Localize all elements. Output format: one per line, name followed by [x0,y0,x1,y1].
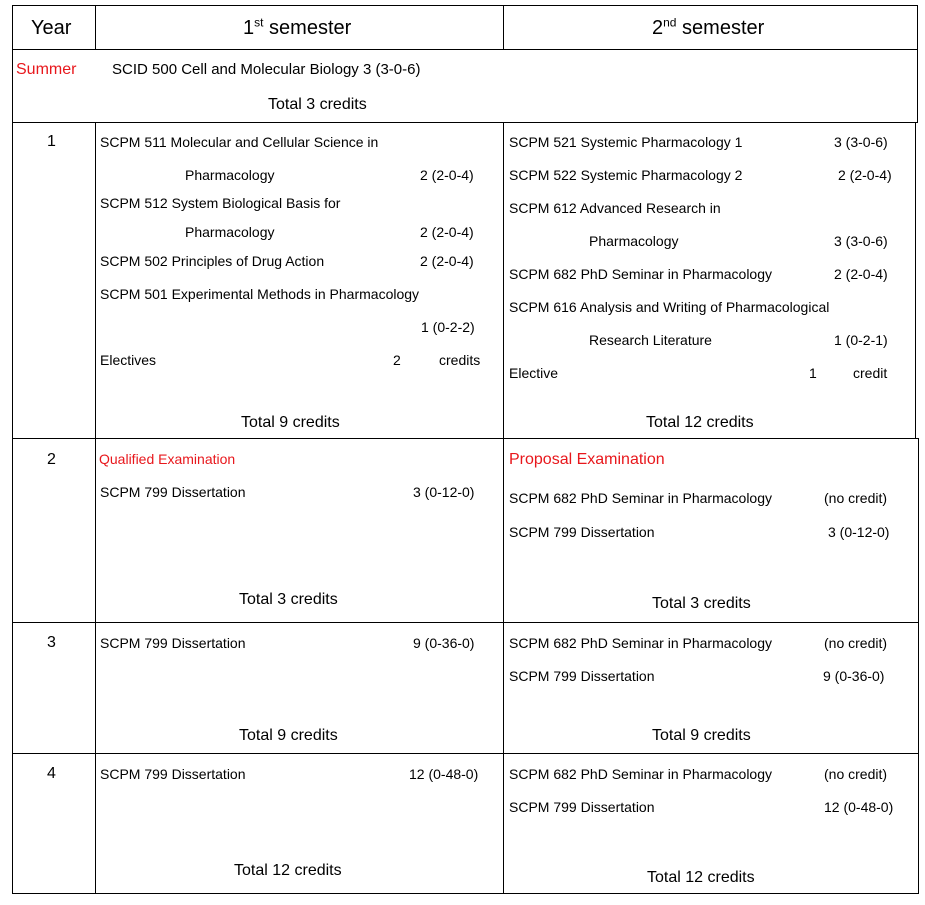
y2s1-total: Total 3 credits [239,591,338,608]
column-divider-sem-body [503,122,504,894]
header-semester-1 [243,16,351,40]
y3s2-total: Total 9 credits [652,727,751,744]
year3-label: 3 [47,634,56,651]
y1s1-course3: SCPM 502 Principles of Drug Action [100,253,325,269]
table-border-right-lower [918,438,919,894]
y1s1-course4-credit: 1 (0-2-2) [421,319,475,335]
y1s1-course2-line2: Pharmacology [185,224,275,240]
y4s1-course1-credit: 12 (0-48-0) [409,766,479,782]
year2-label: 2 [47,451,56,468]
year1-label: 1 [47,133,56,150]
table-border-bottom [12,893,919,894]
header-semester-2-word: semester [682,17,765,39]
y3s2-course2: SCPM 799 Dissertation [509,668,655,684]
y2s2-course1-credit: (no credit) [824,490,888,506]
y1s1-total: Total 9 credits [241,414,340,431]
y1s1-electives-number: 2 [393,352,401,368]
y1s2-course4: SCPM 682 PhD Seminar in Pharmacology [509,266,773,282]
y2s2-exam-label: Proposal Examination [509,451,665,468]
y1s2-course1-credit: 3 (3-0-6) [834,134,888,150]
y1s2-course4-credit: 2 (2-0-4) [834,266,888,282]
column-divider-year-body [95,122,96,894]
y1s1-course2-line1: SCPM 512 System Biological Basis for [100,195,341,211]
y1s1-course2-credit: 2 (2-0-4) [420,224,474,240]
y1s1-course4: SCPM 501 Experimental Methods in Pharmacology [100,286,420,302]
y1s2-course3-line2: Pharmacology [589,233,679,249]
y2s2-course2: SCPM 799 Dissertation [509,524,655,540]
summer-course: SCID 500 Cell and Molecular Biology 3 (3-0-6) [112,61,421,78]
y1s1-course1-line2: Pharmacology [185,167,275,183]
y2s1-exam-label: Qualified Examination [99,451,236,467]
y3s1-total: Total 9 credits [239,727,338,744]
y1s2-course5-line1: SCPM 616 Analysis and Writing of Pharmacological [509,299,830,315]
header-semester-1-number: 1 [243,17,255,39]
y2s2-course2-credit: 3 (0-12-0) [828,524,890,540]
y2s2-course1: SCPM 682 PhD Seminar in Pharmacology [509,490,773,506]
y4s2-course1: SCPM 682 PhD Seminar in Pharmacology [509,766,773,782]
header-semester-1-suffix: st [254,15,264,30]
y4s2-total: Total 12 credits [647,869,755,886]
header-semester-2-suffix: nd [663,15,677,30]
y1s2-course3-line1: SCPM 612 Advanced Research in [509,200,721,216]
header-semester-1-word: semester [269,17,352,39]
y4s2-course1-credit: (no credit) [824,766,888,782]
year4-label: 4 [47,765,56,782]
y1s2-elective-number: 1 [809,365,817,381]
y1s2-course2: SCPM 522 Systemic Pharmacology 2 [509,167,743,183]
divider-year1 [12,438,918,439]
y1s2-course1: SCPM 521 Systemic Pharmacology 1 [509,134,743,150]
y4s1-total: Total 12 credits [234,862,342,879]
column-divider-sem-header [503,5,504,50]
y2s2-total: Total 3 credits [652,595,751,612]
y3s2-course1-credit: (no credit) [824,635,888,651]
y1s1-electives-label: Electives [100,352,157,368]
y1s2-elective-label: Elective [509,365,559,381]
table-border-left [12,5,13,894]
summer-label: Summer [16,61,77,78]
divider-header [12,49,918,50]
header-year: Year [31,17,72,39]
y4s2-course2-credit: 12 (0-48-0) [824,799,894,815]
y3s1-course1-credit: 9 (0-36-0) [413,635,475,651]
y1s2-course3-credit: 3 (3-0-6) [834,233,888,249]
y4s2-course2: SCPM 799 Dissertation [509,799,655,815]
y1s2-total: Total 12 credits [646,414,754,431]
y2s1-course1: SCPM 799 Dissertation [100,484,246,500]
y1s2-course5-credit: 1 (0-2-1) [834,332,888,348]
table-border-top [12,5,918,6]
column-divider-year-header [95,5,96,50]
y2s1-course1-credit: 3 (0-12-0) [413,484,475,500]
y3s2-course2-credit: 9 (0-36-0) [823,668,885,684]
header-semester-2-number: 2 [652,17,664,39]
summer-total: Total 3 credits [268,96,367,113]
y1s2-course2-credit: 2 (2-0-4) [838,167,892,183]
y1s1-course3-credit: 2 (2-0-4) [420,253,474,269]
y1s1-course1-credit: 2 (2-0-4) [420,167,474,183]
table-border-right-upper [917,5,918,122]
y1s1-electives-unit: credits [439,352,481,368]
y4s1-course1: SCPM 799 Dissertation [100,766,246,782]
y3s2-course1: SCPM 682 PhD Seminar in Pharmacology [509,635,773,651]
divider-summer [12,122,918,123]
header-semester-2 [652,16,764,40]
y1s2-elective-unit: credit [853,365,888,381]
y1s1-course1-line1: SCPM 511 Molecular and Cellular Science in [100,134,379,150]
y1s2-course5-line2: Research Literature [589,332,712,348]
y3s1-course1: SCPM 799 Dissertation [100,635,246,651]
divider-year2 [12,622,918,623]
table-border-right-y1 [915,122,916,438]
divider-year3 [12,753,918,754]
